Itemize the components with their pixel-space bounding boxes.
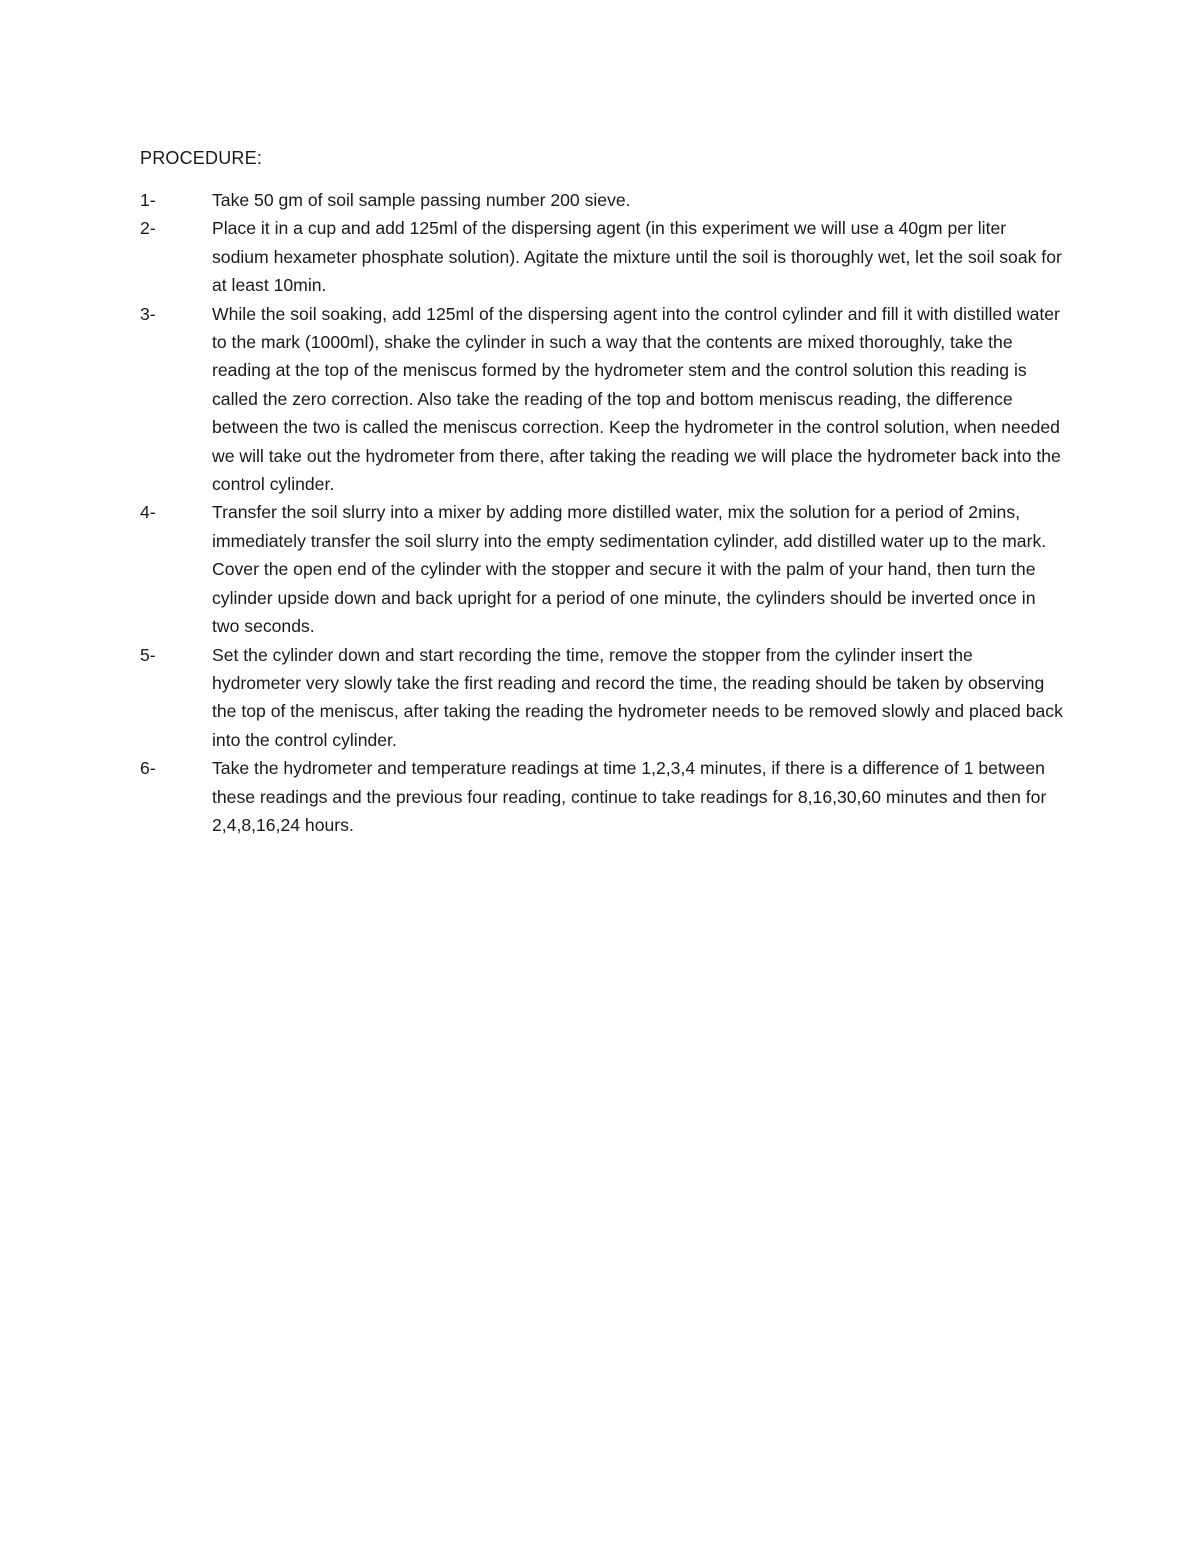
procedure-step-3 bbox=[140, 300, 1065, 499]
step-number: 2- bbox=[140, 218, 156, 239]
step-text: While the soil soaking, add 125ml of the dispersing agent into the control cylinder and fill it with distilled water to the mark (1000ml), shake the cylinder in such a way that the contents are mixed thoroughly, take the reading at the top of the meniscus formed by the hydrometer stem and the control solution this reading is called the zero correction. Also take the reading of the top and bottom meniscus reading, the difference between the two is called the meniscus correction. Keep the hydrometer in the control solution, when needed we will take out the hydrometer from there, after taking the reading we will place the hydrometer back into the control cylinder. bbox=[212, 303, 1061, 495]
step-number: 6- bbox=[140, 758, 156, 779]
step-text: Take the hydrometer and temperature readings at time 1,2,3,4 minutes, if there is a difference of 1 between these readings and the previous four reading, continue to take readings for 8,16,30,60 minutes and then for 2,4,8,16,24 hours. bbox=[212, 758, 1047, 835]
step-number: 1- bbox=[140, 190, 156, 210]
step-text: Set the cylinder down and start recording the time, remove the stopper from the cylinder insert the hydrometer very slowly take the first reading and record the time, the reading should be taken by observing the top of the meniscus, after taking the reading the hydrometer needs to be removed slowly and placed back into the control cylinder. bbox=[212, 644, 1063, 750]
step-text: Take 50 gm of soil sample passing number 200 sieve. bbox=[212, 190, 631, 210]
step-number: 3- bbox=[140, 303, 156, 324]
procedure-steps-list bbox=[140, 186, 1065, 839]
step-text: Transfer the soil slurry into a mixer by adding more distilled water, mix the solution for a period of 2mins, immediately transfer the soil slurry into the empty sedimentation cylinder, add distilled water up to the mark. Cover the open end of the cylinder with the stopper and secure it with the palm of your hand, then turn the cylinder upside down and back upright for a period of one minute, the cylinders should be inverted once in two seconds. bbox=[212, 502, 1047, 637]
procedure-step-2 bbox=[140, 214, 1065, 299]
procedure-step-1 bbox=[140, 186, 1065, 214]
procedure-step-6 bbox=[140, 754, 1065, 839]
step-text: Place it in a cup and add 125ml of the dispersing agent (in this experiment we will use a 40gm per liter sodium hexameter phosphate solution). Agitate the mixture until the soil is thoroughly wet, let the soil soak for at least 10min. bbox=[212, 218, 1062, 296]
procedure-heading: PROCEDURE: bbox=[140, 148, 263, 168]
procedure-step-5 bbox=[140, 641, 1065, 755]
procedure-step-4 bbox=[140, 498, 1065, 640]
step-number: 5- bbox=[140, 644, 156, 665]
step-number: 4- bbox=[140, 502, 156, 523]
